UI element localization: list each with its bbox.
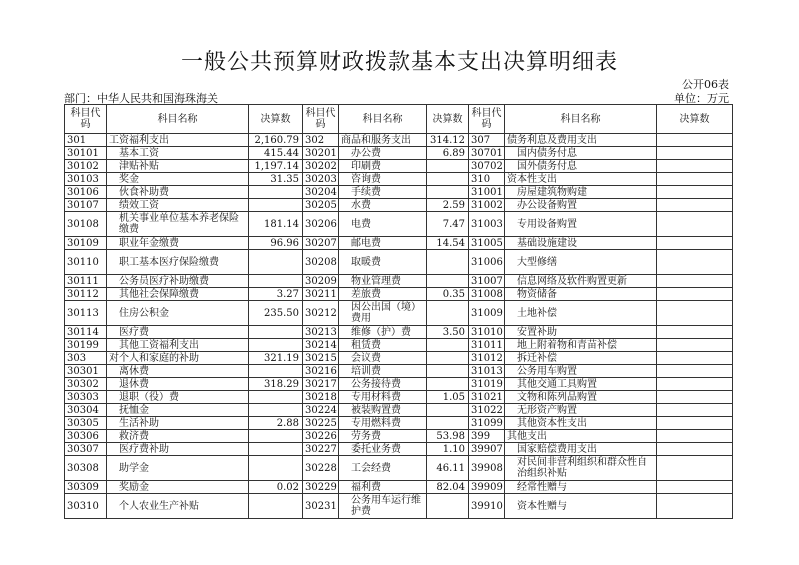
cell-amount-1: [249, 275, 303, 288]
table-row: [65, 147, 733, 160]
table-row: [65, 212, 733, 237]
cell-amount-2: 6.89: [427, 147, 469, 160]
cell-code-3: 31002: [469, 199, 505, 212]
cell-code-2: 30208: [303, 250, 339, 275]
cell-amount-2: [427, 417, 469, 430]
cell-amount-1: 3.27: [249, 288, 303, 301]
cell-amount-2: [427, 404, 469, 417]
table-row: [65, 417, 733, 430]
cell-amount-1: 415.44: [249, 147, 303, 160]
table-row: [65, 443, 733, 456]
header-name-1: 科目名称: [107, 105, 249, 134]
cell-name-1: 退休费: [107, 378, 249, 391]
cell-name-1: 基本工资: [107, 147, 249, 160]
cell-amount-3: [657, 481, 733, 494]
cell-name-2: 商品和服务支出: [339, 134, 427, 147]
table-row: [65, 301, 733, 326]
table-row: [65, 391, 733, 404]
form-code: 公开06表: [682, 78, 729, 91]
cell-code-1: 30102: [65, 160, 107, 173]
cell-amount-3: [657, 147, 733, 160]
cell-amount-3: [657, 378, 733, 391]
cell-amount-2: [427, 250, 469, 275]
cell-amount-3: [657, 134, 733, 147]
header-amount-1: 决算数: [249, 105, 303, 134]
cell-code-3: 307: [469, 134, 505, 147]
cell-amount-3: [657, 237, 733, 250]
cell-amount-2: [427, 365, 469, 378]
cell-name-1: 职业年金缴费: [107, 237, 249, 250]
cell-name-2: 邮电费: [339, 237, 427, 250]
cell-name-3: 对民间非营利组织和群众性自治组织补贴: [505, 456, 657, 481]
cell-name-3: 安置补助: [505, 326, 657, 339]
cell-amount-1: 96.96: [249, 237, 303, 250]
cell-name-2: 咨询费: [339, 173, 427, 186]
cell-name-3: 大型修缮: [505, 250, 657, 275]
table-row: [65, 430, 733, 443]
cell-amount-1: [249, 365, 303, 378]
cell-code-3: 39907: [469, 443, 505, 456]
cell-amount-2: 7.47: [427, 212, 469, 237]
cell-code-2: 30212: [303, 301, 339, 326]
cell-code-1: 30306: [65, 430, 107, 443]
cell-amount-1: 181.14: [249, 212, 303, 237]
cell-amount-3: [657, 430, 733, 443]
cell-name-2: 培训费: [339, 365, 427, 378]
cell-name-2: 被装购置费: [339, 404, 427, 417]
cell-amount-2: 82.04: [427, 481, 469, 494]
cell-code-1: 30107: [65, 199, 107, 212]
table-row: [65, 378, 733, 391]
cell-amount-3: [657, 212, 733, 237]
cell-name-2: 取暖费: [339, 250, 427, 275]
cell-amount-2: 314.12: [427, 134, 469, 147]
cell-amount-1: 321.19: [249, 352, 303, 365]
cell-name-1: 医疗费补助: [107, 443, 249, 456]
cell-code-1: 30305: [65, 417, 107, 430]
cell-name-1: 生活补助: [107, 417, 249, 430]
cell-name-2: 电费: [339, 212, 427, 237]
cell-name-3: 国家赔偿费用支出: [505, 443, 657, 456]
cell-code-3: 31007: [469, 275, 505, 288]
cell-amount-2: [427, 173, 469, 186]
cell-name-1: 伙食补助费: [107, 186, 249, 199]
cell-name-3: 办公设备购置: [505, 199, 657, 212]
cell-name-2: 工会经费: [339, 456, 427, 481]
cell-name-3: 资本性支出: [505, 173, 657, 186]
cell-code-2: 30225: [303, 417, 339, 430]
header-name-3: 科目名称: [505, 105, 657, 134]
department-label: 部门：中华人民共和国海珠海关: [64, 92, 218, 105]
cell-amount-3: [657, 275, 733, 288]
cell-amount-2: [427, 160, 469, 173]
cell-name-2: 物业管理费: [339, 275, 427, 288]
cell-name-2: 印刷费: [339, 160, 427, 173]
cell-name-1: 职工基本医疗保险缴费: [107, 250, 249, 275]
cell-code-2: 30224: [303, 404, 339, 417]
cell-amount-3: [657, 404, 733, 417]
cell-code-2: 30216: [303, 365, 339, 378]
cell-name-3: 其他支出: [505, 430, 657, 443]
cell-amount-2: [427, 339, 469, 352]
cell-name-1: 其他社会保障缴费: [107, 288, 249, 301]
cell-code-2: 30227: [303, 443, 339, 456]
cell-amount-2: 1.10: [427, 443, 469, 456]
header-code-3: 科目代码: [469, 105, 505, 134]
cell-code-2: 30213: [303, 326, 339, 339]
header-name-2: 科目名称: [339, 105, 427, 134]
cell-name-1: 机关事业单位基本养老保险缴费: [107, 212, 249, 237]
cell-amount-3: [657, 339, 733, 352]
cell-code-2: 30211: [303, 288, 339, 301]
cell-amount-3: [657, 326, 733, 339]
cell-amount-3: [657, 186, 733, 199]
cell-name-1: 离休费: [107, 365, 249, 378]
cell-name-3: 国外债务付息: [505, 160, 657, 173]
cell-code-2: 30205: [303, 199, 339, 212]
cell-amount-3: [657, 199, 733, 212]
cell-code-3: 39908: [469, 456, 505, 481]
cell-name-1: 救济费: [107, 430, 249, 443]
cell-amount-3: [657, 443, 733, 456]
cell-code-2: 30226: [303, 430, 339, 443]
cell-amount-1: [249, 443, 303, 456]
cell-amount-1: 2,160.79: [249, 134, 303, 147]
cell-code-3: 31009: [469, 301, 505, 326]
cell-name-1: 住房公积金: [107, 301, 249, 326]
cell-code-2: 30217: [303, 378, 339, 391]
cell-amount-1: 31.35: [249, 173, 303, 186]
cell-name-3: 资本性赠与: [505, 494, 657, 519]
cell-name-2: 办公费: [339, 147, 427, 160]
cell-code-1: 30309: [65, 481, 107, 494]
table-row: [65, 173, 733, 186]
cell-code-3: 31005: [469, 237, 505, 250]
cell-code-2: 30201: [303, 147, 339, 160]
cell-name-3: 经常性赠与: [505, 481, 657, 494]
cell-name-2: 租赁费: [339, 339, 427, 352]
cell-amount-3: [657, 456, 733, 481]
table-row: [65, 288, 733, 301]
cell-code-3: 31013: [469, 365, 505, 378]
cell-code-3: 30701: [469, 147, 505, 160]
cell-code-1: 30303: [65, 391, 107, 404]
cell-amount-1: 235.50: [249, 301, 303, 326]
cell-amount-1: [249, 339, 303, 352]
cell-name-3: 其他交通工具购置: [505, 378, 657, 391]
cell-name-2: 专用燃料费: [339, 417, 427, 430]
cell-code-2: 30206: [303, 212, 339, 237]
cell-name-3: 其他资本性支出: [505, 417, 657, 430]
cell-amount-2: [427, 301, 469, 326]
cell-code-3: 39909: [469, 481, 505, 494]
cell-name-3: 专用设备购置: [505, 212, 657, 237]
cell-name-3: 债务利息及费用支出: [505, 134, 657, 147]
cell-amount-1: [249, 326, 303, 339]
cell-name-1: 抚恤金: [107, 404, 249, 417]
cell-amount-2: [427, 494, 469, 519]
cell-name-2: 维修（护）费: [339, 326, 427, 339]
table-row: [65, 494, 733, 519]
cell-name-2: 公务接待费: [339, 378, 427, 391]
header-amount-2: 决算数: [427, 105, 469, 134]
header-code-1: 科目代码: [65, 105, 107, 134]
cell-name-3: 国内债务付息: [505, 147, 657, 160]
table-row: [65, 456, 733, 481]
cell-code-1: 30310: [65, 494, 107, 519]
cell-code-1: 303: [65, 352, 107, 365]
table-row: [65, 237, 733, 250]
table-body: [65, 134, 733, 519]
cell-amount-3: [657, 391, 733, 404]
cell-code-3: 31006: [469, 250, 505, 275]
cell-amount-3: [657, 250, 733, 275]
cell-name-1: 绩效工资: [107, 199, 249, 212]
cell-name-2: 水费: [339, 199, 427, 212]
cell-name-2: 因公出国（境）费用: [339, 301, 427, 326]
cell-code-3: 31010: [469, 326, 505, 339]
cell-name-1: 奖金: [107, 173, 249, 186]
cell-name-3: 文物和陈列品购置: [505, 391, 657, 404]
cell-name-1: 医疗费: [107, 326, 249, 339]
cell-name-3: 基础设施建设: [505, 237, 657, 250]
cell-code-2: 30207: [303, 237, 339, 250]
cell-name-2: 差旅费: [339, 288, 427, 301]
table-row: [65, 365, 733, 378]
cell-code-1: 30308: [65, 456, 107, 481]
cell-code-1: 30304: [65, 404, 107, 417]
cell-name-1: 津贴补贴: [107, 160, 249, 173]
cell-amount-1: [249, 199, 303, 212]
cell-code-3: 31019: [469, 378, 505, 391]
cell-amount-2: 46.11: [427, 456, 469, 481]
cell-code-3: 31012: [469, 352, 505, 365]
cell-code-2: 30228: [303, 456, 339, 481]
cell-name-1: 奖励金: [107, 481, 249, 494]
cell-name-3: 无形资产购置: [505, 404, 657, 417]
cell-amount-2: 53.98: [427, 430, 469, 443]
cell-code-3: 31003: [469, 212, 505, 237]
cell-amount-3: [657, 301, 733, 326]
cell-name-2: 劳务费: [339, 430, 427, 443]
cell-code-3: 31001: [469, 186, 505, 199]
cell-code-3: 31099: [469, 417, 505, 430]
cell-name-3: 土地补偿: [505, 301, 657, 326]
cell-code-1: 30103: [65, 173, 107, 186]
cell-code-1: 30109: [65, 237, 107, 250]
header-code-2: 科目代码: [303, 105, 339, 134]
cell-name-3: 公务用车购置: [505, 365, 657, 378]
cell-code-2: 30202: [303, 160, 339, 173]
cell-amount-1: [249, 391, 303, 404]
cell-code-2: 30229: [303, 481, 339, 494]
cell-code-1: 30113: [65, 301, 107, 326]
cell-name-3: 房屋建筑物购建: [505, 186, 657, 199]
cell-code-1: 30101: [65, 147, 107, 160]
cell-code-2: 30209: [303, 275, 339, 288]
cell-code-1: 30307: [65, 443, 107, 456]
cell-name-1: 对个人和家庭的补助: [107, 352, 249, 365]
unit-label: 单位：万元: [674, 92, 729, 105]
cell-code-1: 30199: [65, 339, 107, 352]
cell-name-3: 地上附着物和青苗补偿: [505, 339, 657, 352]
cell-name-1: 公务员医疗补助缴费: [107, 275, 249, 288]
table-row: [65, 275, 733, 288]
cell-amount-2: 3.50: [427, 326, 469, 339]
cell-name-1: 助学金: [107, 456, 249, 481]
cell-code-3: 31008: [469, 288, 505, 301]
table-row: [65, 186, 733, 199]
cell-amount-1: [249, 186, 303, 199]
cell-code-2: 302: [303, 134, 339, 147]
cell-code-1: 30106: [65, 186, 107, 199]
cell-amount-1: [249, 430, 303, 443]
cell-name-1: 退职（役）费: [107, 391, 249, 404]
page-title: 一般公共预算财政拨款基本支出决算明细表: [180, 50, 618, 75]
cell-code-1: 30110: [65, 250, 107, 275]
cell-amount-1: 318.29: [249, 378, 303, 391]
table-row: [65, 481, 733, 494]
cell-name-2: 公务用车运行维护费: [339, 494, 427, 519]
cell-code-3: 31011: [469, 339, 505, 352]
cell-amount-1: [249, 250, 303, 275]
cell-name-1: 其他工资福利支出: [107, 339, 249, 352]
cell-code-3: 310: [469, 173, 505, 186]
cell-code-3: 30702: [469, 160, 505, 173]
cell-code-1: 301: [65, 134, 107, 147]
cell-code-1: 30302: [65, 378, 107, 391]
table-row: [65, 160, 733, 173]
cell-amount-1: [249, 456, 303, 481]
table-row: [65, 134, 733, 147]
cell-name-1: 工资福利支出: [107, 134, 249, 147]
cell-amount-3: [657, 288, 733, 301]
cell-code-2: 30218: [303, 391, 339, 404]
cell-amount-3: [657, 417, 733, 430]
table-row: [65, 352, 733, 365]
cell-amount-1: [249, 494, 303, 519]
cell-code-2: 30215: [303, 352, 339, 365]
cell-amount-3: [657, 352, 733, 365]
cell-name-2: 专用材料费: [339, 391, 427, 404]
cell-amount-2: [427, 378, 469, 391]
table-row: [65, 339, 733, 352]
cell-name-3: 信息网络及软件购置更新: [505, 275, 657, 288]
cell-name-3: 物资储备: [505, 288, 657, 301]
cell-amount-3: [657, 160, 733, 173]
cell-code-2: 30204: [303, 186, 339, 199]
cell-name-2: 手续费: [339, 186, 427, 199]
cell-amount-2: 1.05: [427, 391, 469, 404]
cell-amount-3: [657, 494, 733, 519]
cell-amount-1: 1,197.14: [249, 160, 303, 173]
cell-amount-2: [427, 352, 469, 365]
cell-amount-2: [427, 186, 469, 199]
table-row: [65, 326, 733, 339]
cell-code-1: 30301: [65, 365, 107, 378]
table-row: [65, 404, 733, 417]
cell-name-3: 拆迁补偿: [505, 352, 657, 365]
cell-amount-1: [249, 404, 303, 417]
cell-code-2: 30231: [303, 494, 339, 519]
cell-amount-2: 0.35: [427, 288, 469, 301]
cell-code-3: 399: [469, 430, 505, 443]
cell-code-3: 31022: [469, 404, 505, 417]
cell-code-3: 39910: [469, 494, 505, 519]
cell-code-1: 30112: [65, 288, 107, 301]
cell-name-2: 会议费: [339, 352, 427, 365]
cell-name-1: 个人农业生产补贴: [107, 494, 249, 519]
cell-name-2: 福利费: [339, 481, 427, 494]
cell-code-1: 30108: [65, 212, 107, 237]
cell-amount-3: [657, 173, 733, 186]
cell-code-1: 30111: [65, 275, 107, 288]
cell-amount-2: 14.54: [427, 237, 469, 250]
table-header-row: [65, 105, 733, 134]
cell-code-3: 31021: [469, 391, 505, 404]
cell-amount-2: [427, 275, 469, 288]
cell-code-2: 30214: [303, 339, 339, 352]
cell-code-1: 30114: [65, 326, 107, 339]
expenditure-table: [64, 104, 733, 519]
table-row: [65, 199, 733, 212]
cell-amount-1: 0.02: [249, 481, 303, 494]
cell-amount-3: [657, 365, 733, 378]
table-row: [65, 250, 733, 275]
cell-amount-1: 2.88: [249, 417, 303, 430]
header-amount-3: 决算数: [657, 105, 733, 134]
cell-name-2: 委托业务费: [339, 443, 427, 456]
cell-amount-2: 2.59: [427, 199, 469, 212]
cell-code-2: 30203: [303, 173, 339, 186]
